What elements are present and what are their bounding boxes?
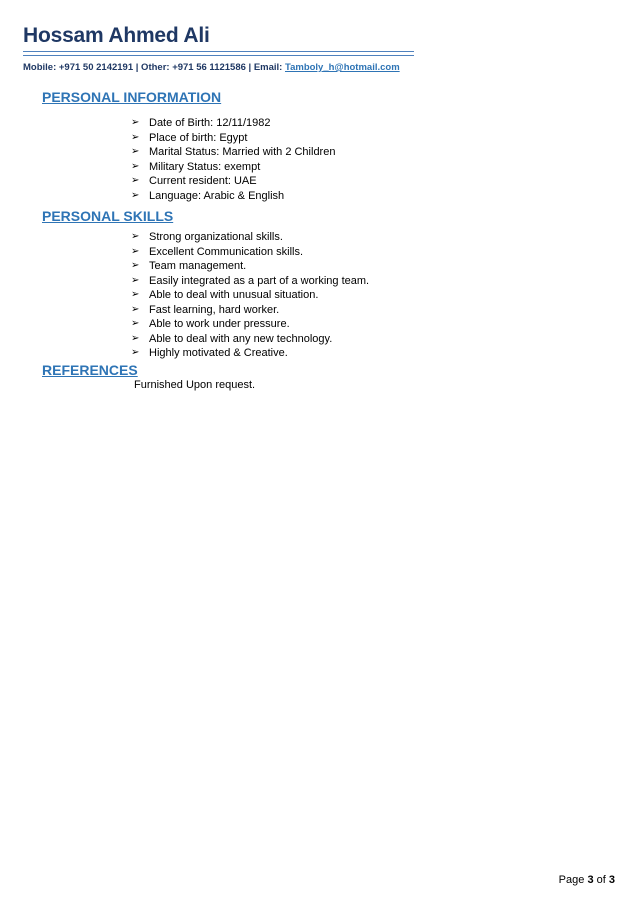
arrowhead-bullet-icon: ➢ [131, 146, 140, 157]
arrowhead-bullet-icon: ➢ [131, 260, 140, 271]
list-item-text: Language: Arabic & English [149, 189, 285, 202]
list-item [131, 346, 369, 361]
arrowhead-bullet-icon: ➢ [131, 175, 140, 186]
of-word: of [596, 874, 606, 886]
list-item [131, 116, 335, 131]
arrowhead-bullet-icon: ➢ [131, 303, 140, 315]
current-page: 3 [587, 874, 594, 886]
list-item [131, 230, 369, 245]
list-item [131, 317, 369, 332]
list-item [131, 303, 369, 318]
list-item [131, 160, 335, 175]
total-pages: 3 [608, 874, 615, 886]
list-item-text: Place of birth: Egypt [149, 131, 248, 144]
arrowhead-bullet-icon: ➢ [131, 131, 140, 143]
arrowhead-bullet-icon: ➢ [131, 274, 140, 286]
contact-details: Mobile: +971 50 2142191 | Other: +971 56 1121586 | Email: [23, 62, 285, 73]
list-item [131, 174, 335, 189]
personal-information-list [131, 116, 335, 203]
list-item [131, 259, 369, 274]
list-item [131, 332, 369, 347]
list-item [131, 145, 335, 160]
page-number [559, 874, 615, 886]
list-item-text: Able to deal with any new technology. [149, 332, 333, 345]
section-title-personal-skills: PERSONAL SKILLS [42, 208, 174, 224]
list-item-text: Fast learning, hard worker. [149, 303, 280, 316]
list-item-text: Strong organizational skills. [149, 231, 283, 243]
list-item [131, 288, 369, 303]
list-item-text: Easily integrated as a part of a working team. [149, 274, 370, 287]
applicant-name: Hossam Ahmed Ali [23, 24, 210, 47]
list-item [131, 189, 335, 204]
list-item-text: Marital Status: Married with 2 Children [149, 146, 336, 158]
arrowhead-bullet-icon: ➢ [131, 189, 140, 201]
list-item-text: Able to work under pressure. [149, 318, 290, 330]
email-link[interactable]: Tamboly_h@hotmail.com [284, 62, 400, 73]
arrowhead-bullet-icon: ➢ [131, 347, 140, 358]
list-item-text: Military Status: exempt [149, 160, 261, 173]
list-item [131, 131, 335, 146]
list-item [131, 274, 369, 289]
list-item-text: Team management. [149, 260, 247, 272]
arrowhead-bullet-icon: ➢ [131, 231, 140, 242]
arrowhead-bullet-icon: ➢ [131, 318, 140, 329]
list-item-text: Current resident: UAE [149, 175, 257, 187]
list-item-text: Date of Birth: 12/11/1982 [149, 117, 271, 129]
list-item [131, 245, 369, 260]
references-text: Furnished Upon request. [134, 379, 256, 391]
section-title-personal-information: PERSONAL INFORMATION [42, 89, 222, 105]
list-item-text: Highly motivated & Creative. [149, 347, 288, 359]
section-title-references: REFERENCES [42, 362, 138, 378]
list-item-text: Able to deal with unusual situation. [149, 289, 319, 301]
list-item-text: Excellent Communication skills. [149, 245, 304, 258]
personal-skills-list [131, 230, 369, 361]
arrowhead-bullet-icon: ➢ [131, 117, 140, 128]
page-word: Page [558, 874, 585, 886]
arrowhead-bullet-icon: ➢ [131, 245, 140, 257]
arrowhead-bullet-icon: ➢ [131, 332, 140, 344]
arrowhead-bullet-icon: ➢ [131, 160, 140, 172]
contact-line [23, 62, 400, 73]
arrowhead-bullet-icon: ➢ [131, 289, 140, 300]
header-rule [23, 51, 414, 56]
